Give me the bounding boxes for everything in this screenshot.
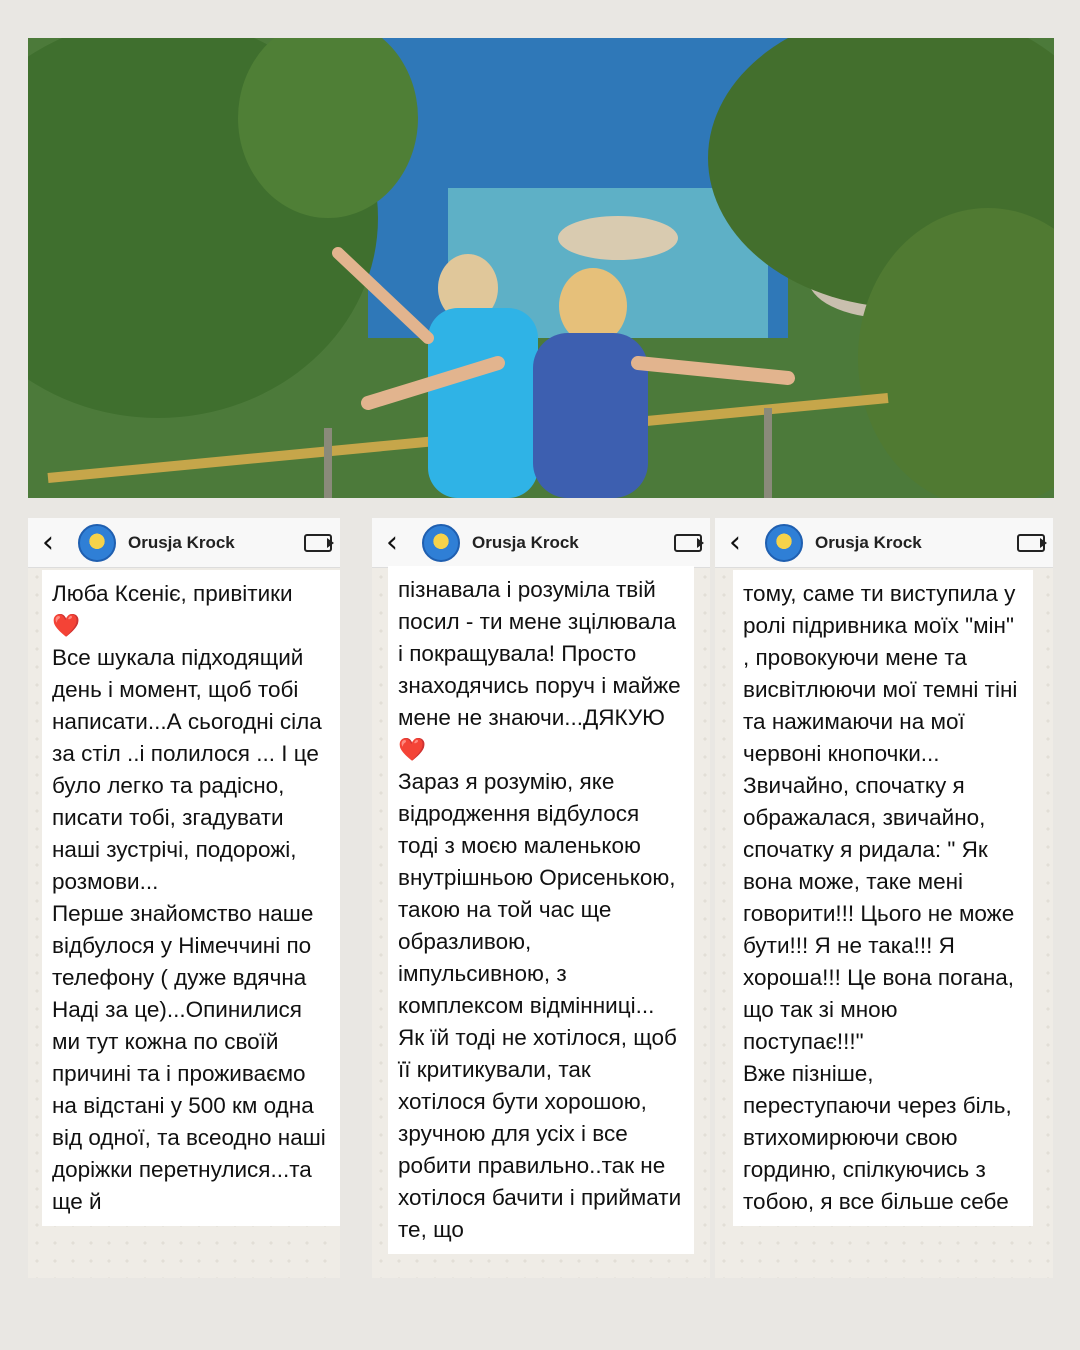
chat-header [28, 518, 340, 568]
chat-header [372, 518, 710, 568]
video-call-icon[interactable] [1017, 534, 1045, 552]
message-bubble: Люба Ксеніє, привітики ❤️ Все шукала підходящий день і момент, щоб тобі написати...А сьогодні сіла за стіл ..і полилося ... І це було легко та радісно, писати тобі, згадувати наші зустрічі, подорожі, розмови... Перше знайомство наше відбулося у Німеччині по телефону ( дуже вдячна Наді за це)...Опинилися ми тут кожна по своїй причині та і проживаємо на відстані у 500 км одна від одної, та всеодно наші доріжки перетнулися...та ще й [42, 570, 340, 1226]
contact-avatar[interactable] [765, 524, 803, 562]
back-chevron-icon[interactable]: ‹ [42, 524, 54, 560]
message-bubble: тому, саме ти виступила у ролі підривника моїх "мін" , провокуючи мене та висвітлюючи мої темні тіні та нажимаючи на мої червоні кнопочки... Звичайно, спочатку я ображалася, звичайно, спочатку я ридала: " Як вона може, таке мені говорити!!! Цього не може бути!!! Я не така!!! Я хороша!!! Це вона погана, що так зі мною поступає!!!" Вже пізніше, переступаючи через біль, втихомирюючи свою гординю, спілкуючись з тобою, я все більше себе [733, 570, 1033, 1226]
video-call-icon[interactable] [674, 534, 702, 552]
beach-photo [28, 38, 1054, 498]
contact-name[interactable]: Orusja Krock [128, 532, 235, 552]
contact-name[interactable]: Orusja Krock [472, 532, 579, 552]
contact-avatar[interactable] [422, 524, 460, 562]
video-call-icon[interactable] [304, 534, 332, 552]
message-bubble: пізнавала і розуміла твій посил - ти мене зцілювала і покращувала! Просто знаходячись поруч і майже мене не знаючи...ДЯКУЮ ❤️ Зараз я розумію, яке відродження відбулося тоді з моєю маленькою внутрішньою Орисенькою, такою на той час ще образливою, імпульсивною, з комплексом відмінниці... Як їй тоді не хотілося, щоб її критикували, так хотілося бути хорошою, зручною для усіх і все робити правильно..так не хотілося бачити і приймати те, що [388, 566, 694, 1254]
chat-screenshot-3 [715, 518, 1053, 1278]
back-chevron-icon[interactable]: ‹ [386, 524, 398, 560]
chat-screenshot-1 [28, 518, 340, 1278]
back-chevron-icon[interactable]: ‹ [729, 524, 741, 560]
contact-name[interactable]: Orusja Krock [815, 532, 922, 552]
chat-header [715, 518, 1053, 568]
chat-screenshot-2 [372, 518, 710, 1278]
contact-avatar[interactable] [78, 524, 116, 562]
